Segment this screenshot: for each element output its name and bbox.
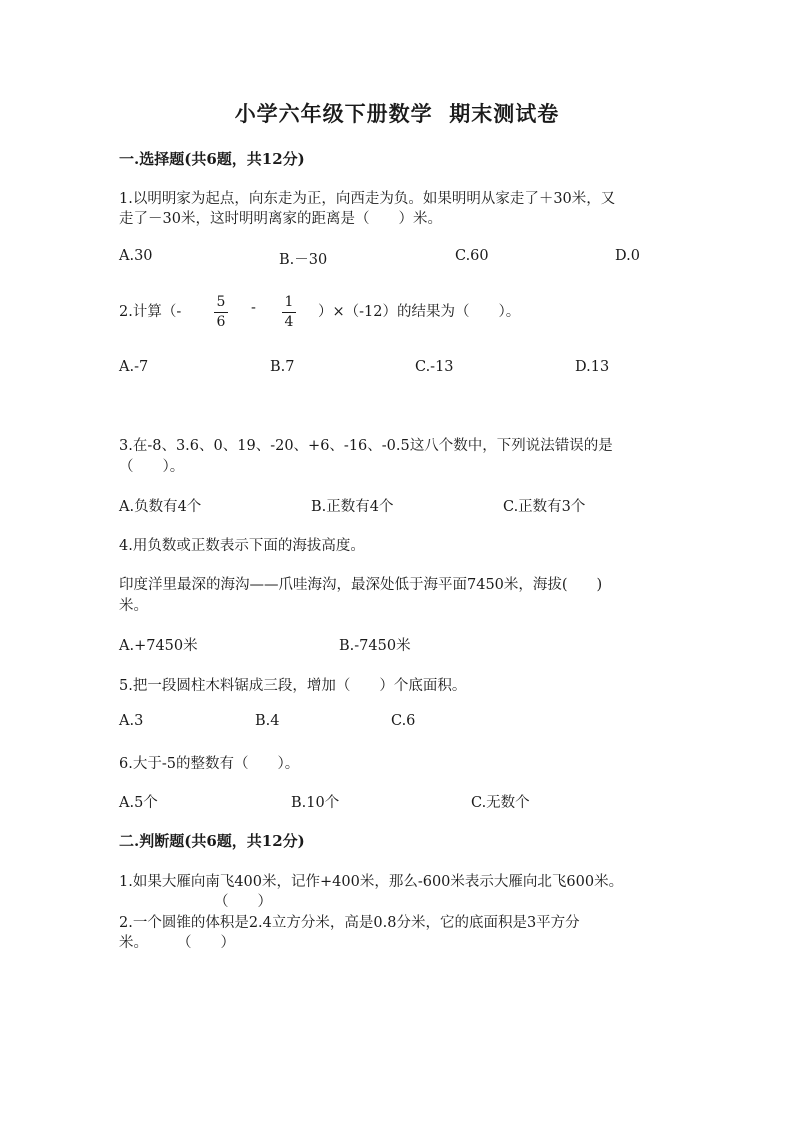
question-4-option-b: B.-7450米 <box>339 638 411 654</box>
fraction-one-quarter <box>282 294 296 331</box>
question-4-text-line-2: 印度洋里最深的海沟——爪哇海沟，最深处低于海平面7450米，海拔( ) <box>119 577 603 593</box>
question-3-option-a: A.负数有4个 <box>119 499 202 515</box>
fraction-numerator: 5 <box>216 294 226 310</box>
question-2-text-prefix: 2.计算（- <box>119 304 182 320</box>
fraction-five-sixths <box>214 294 228 331</box>
question-2-text-suffix: ）×（-12）的结果为（ ）。 <box>318 304 521 320</box>
section-heading-multiple-choice: 一.选择题(共6题，共12分) <box>119 150 305 168</box>
question-1-option-c: C.60 <box>455 248 489 264</box>
question-1-option-b: B.－30 <box>279 252 328 268</box>
question-5-option-a: A.3 <box>119 713 144 729</box>
question-6-option-b: B.10个 <box>291 795 340 811</box>
question-1-text-line-2: 走了－30米，这时明明离家的距离是（ ）米。 <box>119 211 442 227</box>
tf-question-1-answer-blank: （ ） <box>214 894 272 910</box>
question-3-text-line-2: （ ）。 <box>119 459 185 475</box>
fraction-numerator: 1 <box>284 294 294 310</box>
question-5-option-c: C.6 <box>391 713 416 729</box>
fraction-bar <box>282 312 296 313</box>
tf-question-2-text-line-1: 2.一个圆锥的体积是2.4立方分米，高是0.8分米，它的底面积是3平方分 <box>119 915 580 931</box>
question-5-text: 5.把一段圆柱木料锯成三段，增加（ ）个底面积。 <box>119 678 467 694</box>
fraction-denominator: 6 <box>216 314 226 330</box>
question-6-option-c: C.无数个 <box>471 795 530 811</box>
tf-question-2-text-line-2: 米。 （ ） <box>119 935 235 951</box>
question-2-option-c: C.-13 <box>415 359 454 375</box>
question-6-text: 6.大于-5的整数有（ ）。 <box>119 756 300 772</box>
question-3-option-c: C.正数有3个 <box>503 499 586 515</box>
question-2-minus-sign: - <box>251 300 256 316</box>
question-1-option-d: D.0 <box>615 248 640 264</box>
question-2-option-b: B.7 <box>270 359 295 375</box>
fraction-bar <box>214 312 228 313</box>
question-3-option-b: B.正数有4个 <box>311 499 394 515</box>
question-3-text-line-1: 3.在-8、3.6、0、19、-20、+6、-16、-0.5这八个数中，下列说法错误的是 <box>119 438 613 454</box>
section-heading-true-false: 二.判断题(共6题，共12分) <box>119 832 305 850</box>
question-1-text-line-1: 1.以明明家为起点，向东走为正，向西走为负。如果明明从家走了＋30米，又 <box>119 191 616 207</box>
fraction-denominator: 4 <box>284 314 294 330</box>
question-4-option-a: A.+7450米 <box>119 638 198 654</box>
tf-question-1-text: 1.如果大雁向南飞400米，记作+400米，那么-600米表示大雁向北飞600米。 <box>119 874 624 890</box>
page-title: 小学六年级下册数学 期末测试卷 <box>234 101 560 126</box>
question-2-option-d: D.13 <box>575 359 610 375</box>
question-2-option-a: A.-7 <box>119 359 149 375</box>
question-4-text-line-3: 米。 <box>119 598 148 614</box>
question-6-option-a: A.5个 <box>119 795 158 811</box>
question-4-text-line-1: 4.用负数或正数表示下面的海拔高度。 <box>119 538 365 554</box>
question-5-option-b: B.4 <box>255 713 280 729</box>
question-1-option-a: A.30 <box>119 248 153 264</box>
